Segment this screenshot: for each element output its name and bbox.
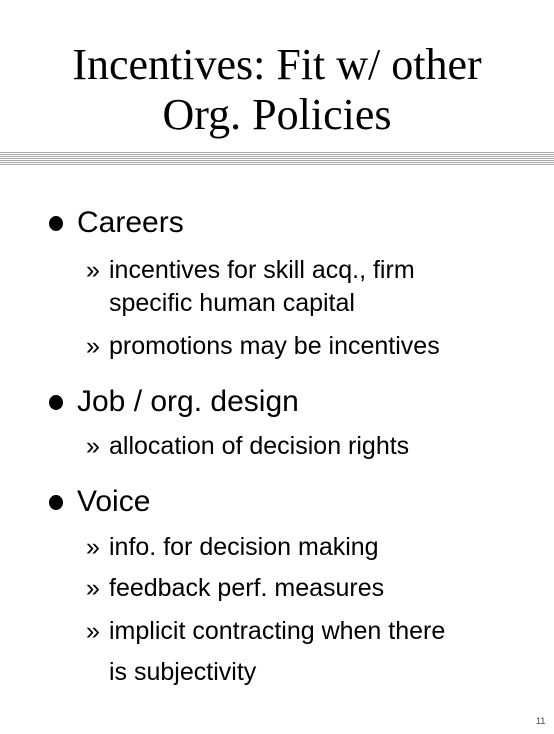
page-number: 11 [536,716,546,726]
sub-marker: » [86,617,100,645]
sub-bullet-text: implicit contracting when there [109,617,446,645]
sub-bullet-text: feedback perf. measures [109,574,385,602]
sub-bullet [86,255,415,285]
sub-bullet-continuation: specific human capital [109,289,355,317]
sub-marker: » [86,574,100,602]
bullet-dot [49,495,63,510]
sub-bullet [86,616,445,646]
slide-title [0,40,554,140]
bullet-dot [49,216,63,231]
sub-bullet-text: promotions may be incentives [109,332,440,360]
title-line-1: Incentives: Fit w/ other [72,40,482,89]
sub-marker: » [86,533,100,561]
title-divider [0,152,554,166]
sub-bullet [86,431,409,461]
sub-bullet [86,331,440,361]
bullet-job-org-design: Job / org. design [77,385,299,418]
bullet-careers: Careers [77,206,184,239]
sub-bullet [86,573,384,603]
bullet-voice: Voice [77,485,151,518]
sub-marker: » [86,256,100,284]
sub-bullet-continuation: is subjectivity [109,658,257,686]
sub-marker: » [86,332,100,360]
sub-bullet [86,532,379,562]
bullet-dot [49,395,63,410]
title-line-2: Org. Policies [162,90,392,139]
sub-bullet-text: incentives for skill acq., firm [109,256,415,284]
sub-bullet-text: info. for decision making [109,533,379,561]
sub-marker: » [86,432,100,460]
sub-bullet-text: allocation of decision rights [109,432,410,460]
